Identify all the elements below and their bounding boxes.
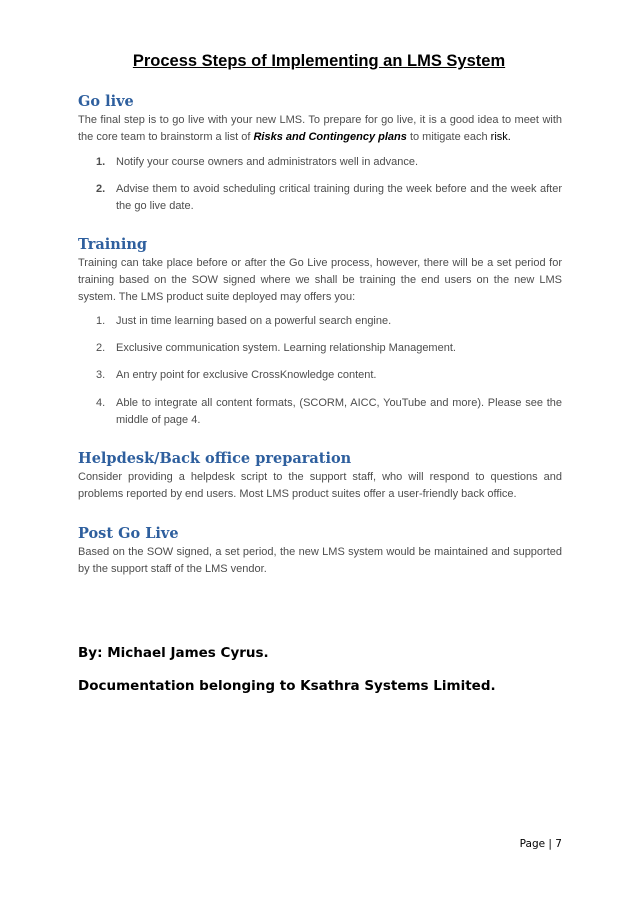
page-number: Page | 7 (519, 838, 562, 850)
list-item-text: Notify your course owners and administrators well in advance. (116, 156, 419, 168)
go-live-text-2: to mitigate each (406, 131, 491, 143)
post-go-live-paragraph: Based on the SOW signed, a set period, the new LMS system would be maintained and supported by the support staff of the LMS vendor. (78, 546, 562, 575)
page-title: Process Steps of Implementing an LMS System (132, 52, 506, 70)
author-line: By: Michael James Cyrus. (78, 645, 269, 661)
list-item (96, 340, 562, 357)
list-item-number: 2. (96, 183, 106, 195)
go-live-text-end: risk. (490, 131, 511, 143)
list-item (96, 367, 562, 384)
list-item (96, 313, 562, 330)
heading-post-go-live: Post Go Live (78, 525, 179, 542)
list-item-number: 1. (96, 315, 106, 327)
list-item (96, 181, 562, 215)
go-live-text-1: The final step is to go live with your new LMS. To prepare for go live, it is a good idea to meet with the core team to brainstorm a list of (78, 114, 562, 143)
heading-helpdesk: Helpdesk/Back office preparation (78, 450, 352, 467)
list-item-text: Exclusive communication system. Learning relationship Management. (116, 342, 456, 354)
go-live-emphasis: Risks and Contingency plans (253, 131, 407, 143)
heading-training: Training (78, 236, 148, 253)
list-item-text: An entry point for exclusive CrossKnowledge content. (116, 369, 377, 381)
heading-go-live: Go live (78, 93, 134, 110)
ownership-line: Documentation belonging to Ksathra Systems Limited. (78, 678, 496, 694)
list-item-text: Advise them to avoid scheduling critical training during the week before and the week after the go live date. (116, 183, 562, 212)
go-live-paragraph (78, 112, 562, 146)
list-item-text: Just in time learning based on a powerful search engine. (116, 315, 392, 327)
list-item-text: Able to integrate all content formats, (SCORM, AICC, YouTube and more). Please see the middle of page 4. (116, 397, 562, 426)
list-item-number: 4. (96, 397, 106, 409)
list-item (96, 154, 562, 171)
list-item-number: 3. (96, 369, 106, 381)
training-paragraph: Training can take place before or after the Go Live process, however, there will be a set period for training based on the SOW signed where we shall be training the end users on the new LMS system. The LMS product suite deployed may offers you: (78, 257, 562, 303)
list-item-number: 2. (96, 342, 106, 354)
list-item-number: 1. (96, 156, 106, 168)
list-item (96, 395, 562, 429)
helpdesk-paragraph: Consider providing a helpdesk script to the support staff, who will respond to questions and problems reported by end users. Most LMS product suites offer a user-friendly back office. (78, 471, 562, 500)
